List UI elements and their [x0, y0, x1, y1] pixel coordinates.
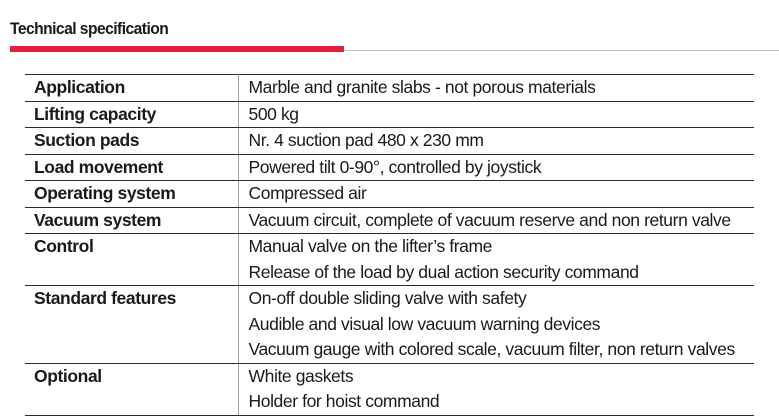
spec-label: Load movement [25, 154, 238, 181]
spec-label: Standard features [25, 286, 238, 364]
spec-label: Control [25, 234, 238, 286]
spec-value-line: White gaskets [248, 365, 354, 386]
spec-row-lifting-capacity [25, 101, 754, 128]
section-title: Technical specification [10, 19, 169, 38]
section-header [10, 0, 779, 54]
spec-label: Optional [25, 363, 238, 415]
spec-value-line: Marble and granite slabs - not porous materials [248, 77, 596, 97]
divider-rule [344, 50, 779, 51]
spec-row-application [25, 75, 754, 102]
spec-row-control [25, 234, 754, 286]
spec-label: Lifting capacity [25, 101, 238, 128]
spec-value [238, 101, 754, 128]
spec-value [238, 75, 754, 102]
spec-value-line: On-off double sliding valve with safety [248, 288, 527, 308]
spec-row-load-movement [25, 154, 754, 181]
spec-row-suction-pads [25, 128, 754, 155]
spec-row-optional [25, 363, 754, 415]
spec-value [238, 128, 754, 155]
spec-table [25, 74, 754, 416]
spec-value [238, 207, 754, 234]
spec-value [238, 363, 754, 415]
spec-row-standard-features [25, 286, 754, 364]
spec-label: Vacuum system [25, 207, 238, 234]
spec-value-line: Holder for hoist command [248, 391, 440, 411]
spec-value-line: Release of the load by dual action security command [248, 261, 639, 282]
spec-value-line: 500 kg [248, 103, 299, 124]
spec-value-line: Vacuum gauge with colored scale, vacuum filter, non return valves [248, 339, 735, 359]
spec-value [238, 286, 754, 364]
spec-label: Operating system [25, 181, 238, 208]
spec-label: Suction pads [25, 128, 238, 155]
spec-value [238, 234, 754, 286]
spec-row-vacuum-system [25, 207, 754, 234]
spec-value [238, 181, 754, 208]
spec-value-line: Manual valve on the lifter’s frame [248, 236, 493, 256]
accent-rule [10, 46, 344, 52]
spec-label: Application [25, 75, 238, 102]
spec-value-line: Powered tilt 0-90°, controlled by joystick [248, 156, 542, 177]
spec-value-line: Audible and visual low vacuum warning devices [248, 313, 601, 334]
spec-row-operating-system [25, 181, 754, 208]
spec-value [238, 154, 754, 181]
spec-value-line: Compressed air [248, 183, 367, 203]
spec-value-line: Vacuum circuit, complete of vacuum reserve and non return valve [248, 209, 731, 230]
spec-value-line: Nr. 4 suction pad 480 x 230 mm [248, 130, 484, 150]
